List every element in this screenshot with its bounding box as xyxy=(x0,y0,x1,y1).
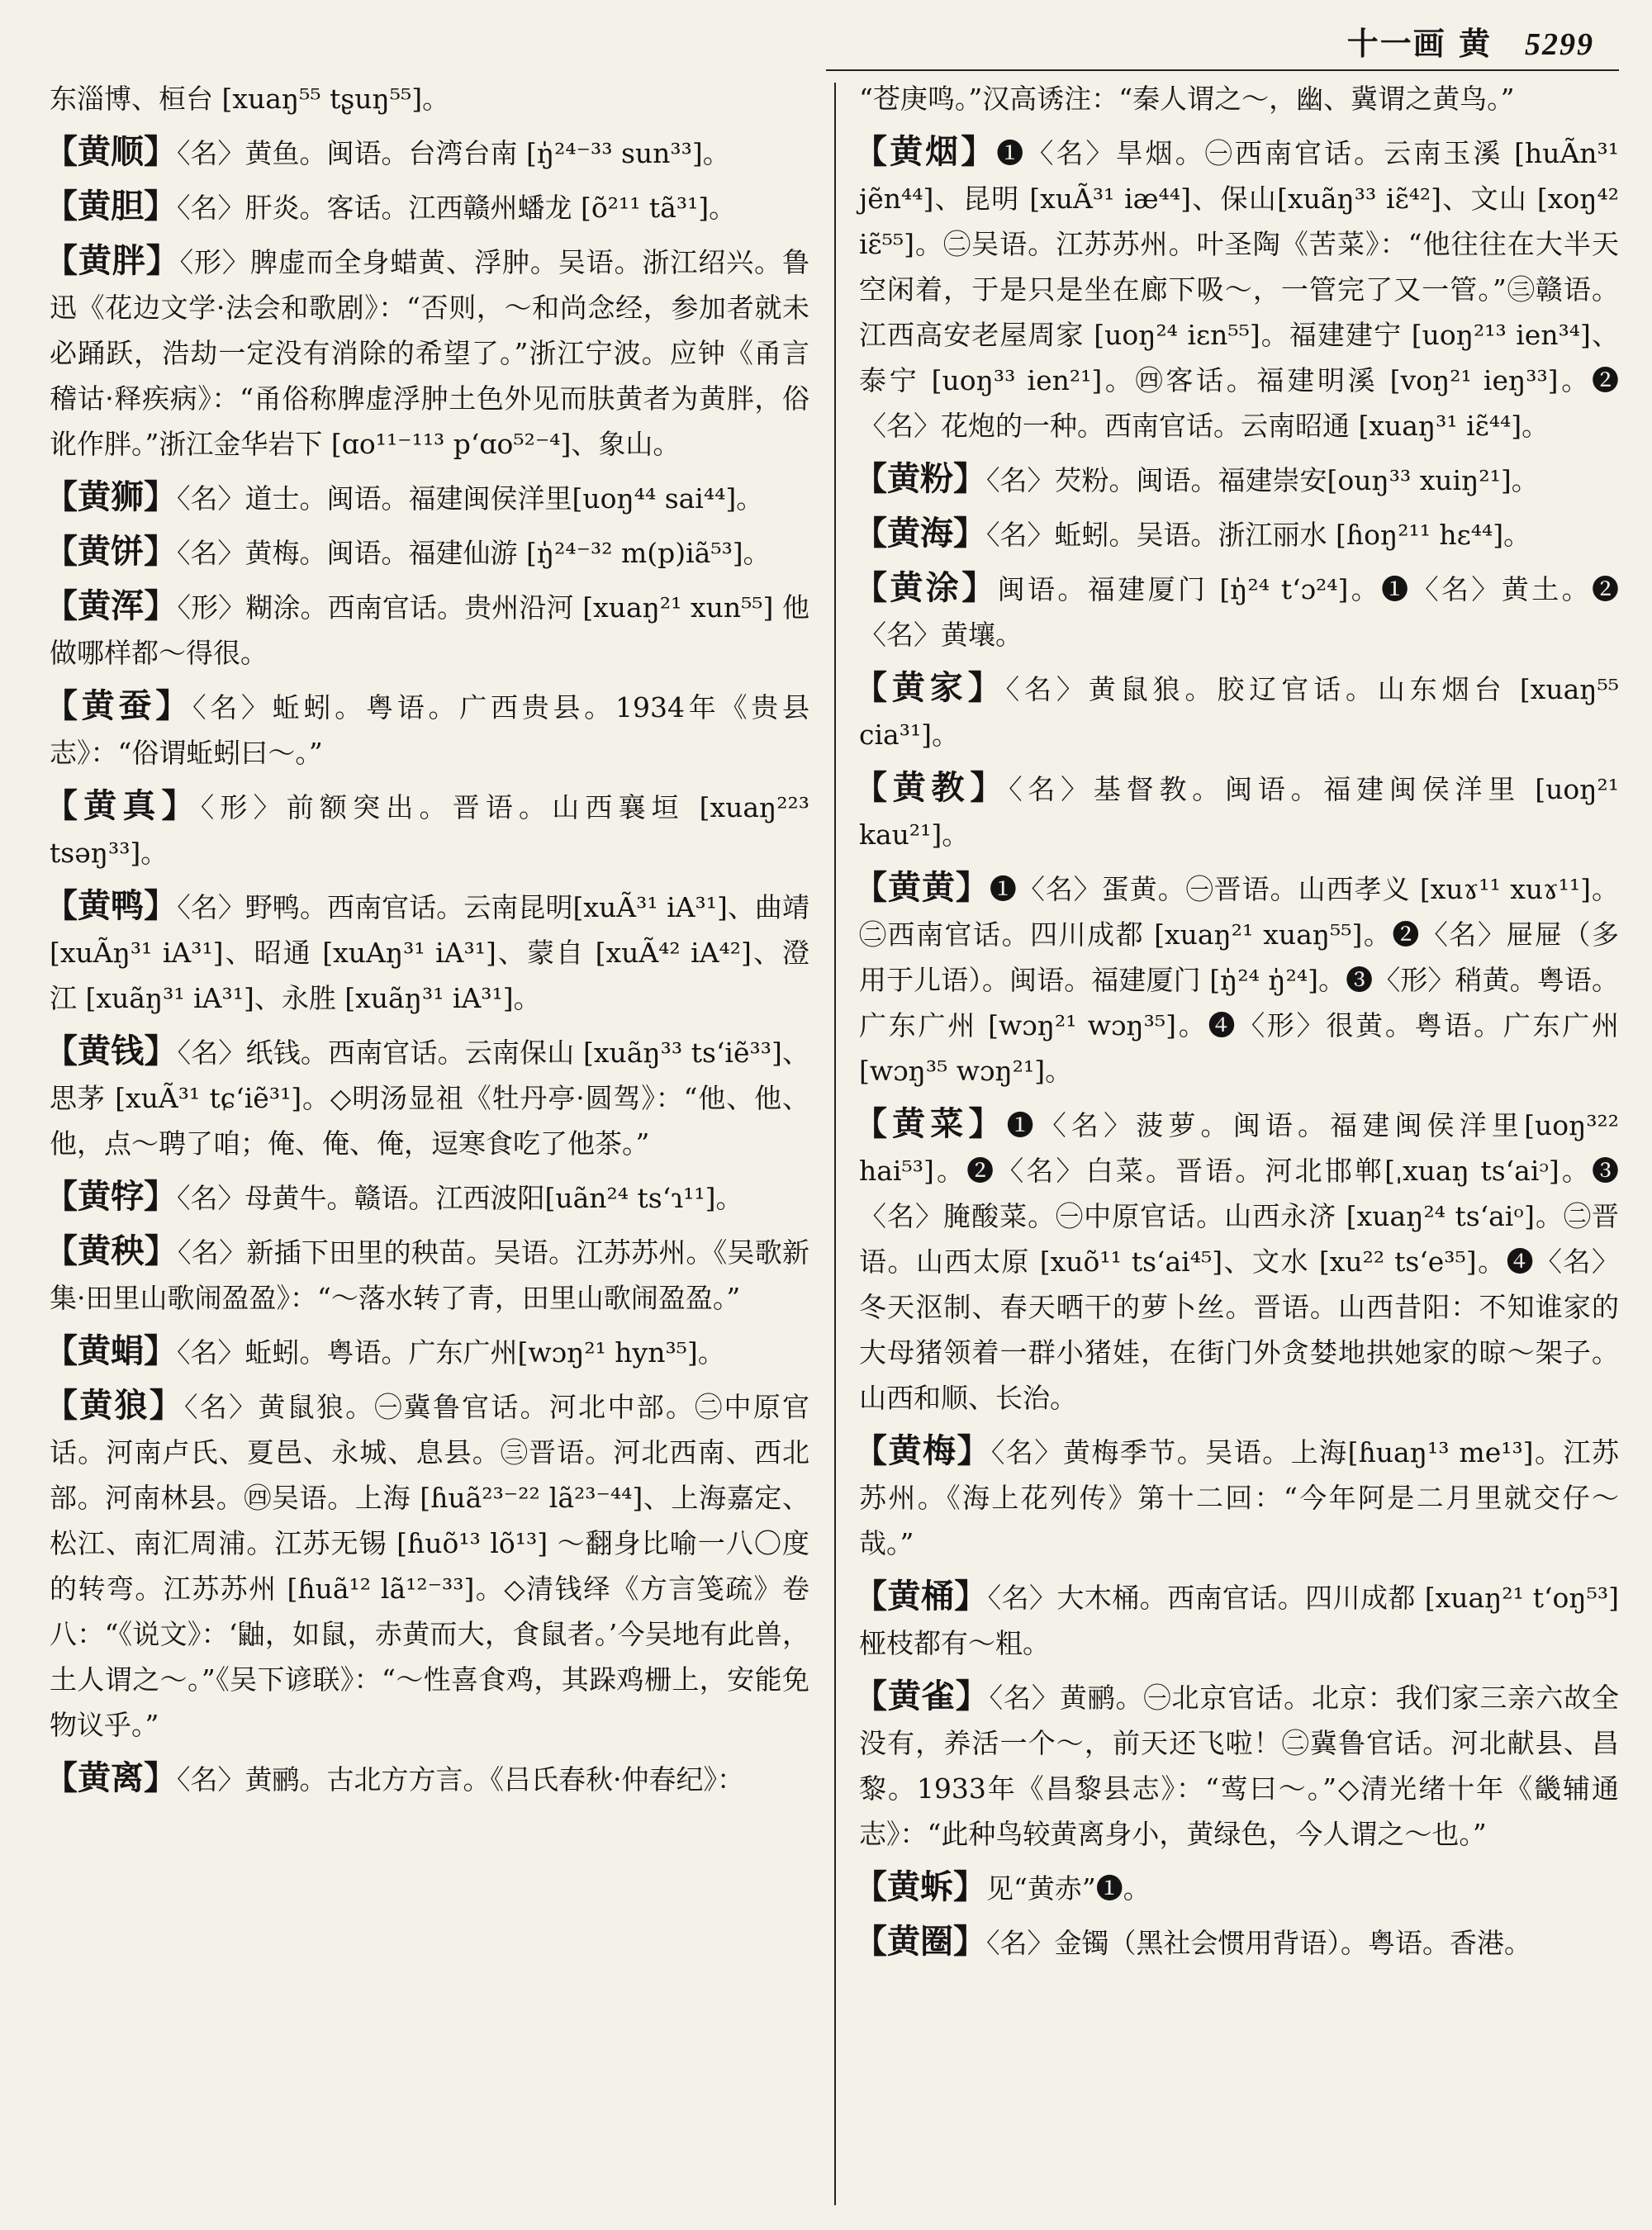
entry-definition: 〈名〉纸钱。西南官话。云南保山 [xuãŋ³³ tsʻiẽ³³]、思茅 [xuÃ³¹ tɕʻiẽ³¹]。◇明汤显祖《牡丹亭·圆驾》：“他、他、他，点～聘了咱；俺、俺、俺，逗寒食吃了他茶。” xyxy=(50,1037,810,1160)
left-column xyxy=(45,76,810,1810)
entry-definition: 〈名〉大木桶。西南官话。四川成都 [xuaŋ²¹ tʻoŋ⁵³] 桠枝都有～粗。 xyxy=(859,1582,1619,1659)
entry-definition: 〈名〉野鸭。西南官话。云南昆明[xuÃ³¹ iA³¹]、曲靖 [xuÃŋ³¹ iA³¹]、昭通 [xuAŋ³¹ iA³¹]、蒙自 [xuÃ⁴² iA⁴²]、澄江 [xuãŋ³¹ iA³¹]、永胜 [xuãŋ³¹ iA³¹]。 xyxy=(50,891,809,1014)
dictionary-entry xyxy=(45,583,810,676)
dictionary-entry xyxy=(859,76,1619,121)
dictionary-entry xyxy=(854,510,1619,558)
column-divider xyxy=(834,83,836,2205)
entry-definition: 〈名〉黄鹂。㊀北京官话。北京：我们家三亲六故全没有，养活一个～，前天还飞啦！㊁冀鲁官话。河北献县、昌黎。1933年《昌黎县志》：“莺曰～。”◇清光绪十年《畿辅通志》：“此种鸟较黄离身小，黄绿色，今人谓之～也。” xyxy=(859,1682,1620,1850)
dictionary-entry xyxy=(854,1573,1619,1666)
entry-definition: 闽语。福建厦门 [ŋ̍²⁴ tʻɔ²⁴]。❶〈名〉黄土。❷〈名〉黄壤。 xyxy=(859,573,1620,651)
entry-definition: 〈名〉蚯蚓。粤语。广东广州[wɔŋ²¹ hyn³⁵]。 xyxy=(177,1336,725,1369)
entry-definition: 〈名〉蚯蚓。粤语。广西贵县。1934年《贵县志》：“俗谓蚯蚓曰～。” xyxy=(50,691,810,769)
entry-headword: 【黄浑】 xyxy=(45,586,178,625)
entry-definition: 〈名〉黄鱼。闽语。台湾台南 [ŋ̍²⁴⁻³³ sun³³]。 xyxy=(177,137,730,169)
dictionary-entry xyxy=(854,1101,1620,1421)
entry-headword: 【黄家】 xyxy=(854,668,1006,707)
entry-headword: 【黄黄】 xyxy=(854,868,990,907)
dictionary-entry xyxy=(45,238,810,467)
dictionary-entry xyxy=(45,474,809,521)
dictionary-entry xyxy=(45,129,809,176)
entry-definition: 〈名〉蚯蚓。吴语。浙江丽水 [ɦoŋ²¹¹ hɛ⁴⁴]。 xyxy=(986,519,1531,551)
dictionary-entry xyxy=(45,183,809,230)
dictionary-entry xyxy=(45,683,810,776)
dictionary-entry xyxy=(854,865,1619,1094)
entry-headword: 【黄顺】 xyxy=(45,132,177,171)
dictionary-entry xyxy=(45,783,810,875)
entry-definition: ❶〈名〉蛋黄。㊀晋语。山西孝义 [xuɤ¹¹ xuɤ¹¹]。㊁西南官话。四川成都 [xuaŋ²¹ xuaŋ⁵⁵]。❷〈名〉屉屉（多用于儿语）。闽语。福建厦门 [ŋ̍²⁴ ŋ̍²⁴]。❸〈形〉稍黄。粤语。广东广州 [wɔŋ²¹ wɔŋ³⁵]。❹〈形〉很黄。粤语。广东广州 [wɔŋ³⁵ wɔŋ²¹]。 xyxy=(859,873,1619,1087)
header-rule xyxy=(826,69,1619,71)
dictionary-entry xyxy=(854,765,1619,857)
dictionary-entry xyxy=(854,456,1619,503)
entry-headword: 【黄秧】 xyxy=(45,1231,178,1270)
entry-definition: 〈名〉芡粉。闽语。福建崇安[ouŋ³³ xuiŋ²¹]。 xyxy=(986,464,1539,496)
entry-headword: 【黄桶】 xyxy=(854,1577,988,1616)
entry-headword: 【黄胖】 xyxy=(45,241,180,280)
entry-headword: 【黄烟】 xyxy=(854,132,997,171)
dictionary-entry xyxy=(50,76,809,121)
entry-headword: 【黄真】 xyxy=(45,786,201,825)
entry-definition: 〈名〉黄鼠狼。胶辽官话。山东烟台 [xuaŋ⁵⁵ cia³¹]。 xyxy=(859,673,1620,751)
entry-definition: 〈名〉黄鼠狼。㊀冀鲁官话。河北中部。㊁中原官话。河南卢氏、夏邑、永城、息县。㊂晋语。河北西南、西北部。河南林县。㊃吴语。上海 [ɦuã²³⁻²² lã²³⁻⁴⁴]、上海嘉定、松江、南汇周浦。江苏无锡 [ɦuõ¹³ lõ¹³] ～翻身比喻一八〇度的转弯。江苏苏州 [ɦuã¹² lã¹²⁻³³]。◇清钱绎《方言笺疏》卷八：“《说文》：‘鼬，如鼠，赤黄而大，食鼠者。’今吴地有此兽，土人谓之～。”《吴下谚联》：“～性喜食鸡，其跺鸡栅上，安能免物议乎。” xyxy=(50,1391,810,1741)
entry-definition: 〈形〉脾虚而全身蜡黄、浮肿。吴语。浙江绍兴。鲁迅《花边文学·法会和歌剧》：“否则，～和尚念经，参加者就未必踊跃，浩劫一定没有消除的希望了。”浙江宁波。应钟《甬言稽诂·释疾病》：“甬俗称脾虚浮肿土色外见而肤黄者为黄胖，俗讹作胖。”浙江金华岩下 [ɑo¹¹⁻¹¹³ pʻɑo⁵²⁻⁴]、象山。 xyxy=(50,246,810,460)
entry-definition: 〈名〉基督教。闽语。福建闽侯洋里 [uoŋ²¹ kau²¹]。 xyxy=(859,773,1619,851)
entry-headword: 【黄圈】 xyxy=(854,1922,986,1961)
entry-headword: 【黄狮】 xyxy=(45,477,177,516)
entry-headword: 【黄胆】 xyxy=(45,187,177,225)
entry-headword: 【黄蚸】 xyxy=(854,1867,986,1906)
dictionary-entry xyxy=(854,565,1620,657)
header-title: 十一画 黄 xyxy=(1346,25,1492,62)
entry-headword: 【黄蚕】 xyxy=(45,686,193,725)
dictionary-entry xyxy=(45,1755,809,1802)
entry-definition: 〈名〉道士。闽语。福建闽侯洋里[uoŋ⁴⁴ sai⁴⁴]。 xyxy=(177,482,764,515)
entry-headword: 【黄菜】 xyxy=(854,1104,1007,1143)
dictionary-entry xyxy=(45,1174,809,1221)
entry-headword: 【黄狼】 xyxy=(45,1386,185,1425)
right-column xyxy=(854,76,1620,1973)
dictionary-entry xyxy=(854,1919,1619,1966)
entry-headword: 【黄海】 xyxy=(854,514,986,553)
entry-definition: 〈形〉前额突出。晋语。山西襄垣 [xuaŋ²²³ tsəŋ³³]。 xyxy=(50,791,810,869)
entry-headword: 【黄钱】 xyxy=(45,1032,178,1070)
entry-headword: 【黄教】 xyxy=(854,768,1009,807)
entry-headword: 【黄鸭】 xyxy=(45,886,178,925)
page-number: 5299 xyxy=(1525,27,1594,62)
entry-definition: “苍庚鸣。”汉高诱注：“秦人谓之～，幽、冀谓之黄鸟。” xyxy=(859,83,1515,115)
dictionary-entry xyxy=(45,1383,810,1748)
entry-definition: 〈名〉母黄牛。赣语。江西波阳[uãn²⁴ tsʻɿ¹¹]。 xyxy=(177,1182,743,1214)
entry-headword: 【黄饼】 xyxy=(45,532,177,571)
entry-definition: 〈名〉新插下田里的秧苗。吴语。江苏苏州。《吴歌新集·田里山歌闹盈盈》：“～落水转了青，田里山歌闹盈盈。” xyxy=(50,1236,810,1314)
entry-definition: 〈名〉黄梅季节。吴语。上海[ɦuaŋ¹³ me¹³]。江苏苏州。《海上花列传》第十二回：“今年阿是二月里就交仔～哉。” xyxy=(859,1436,1619,1559)
entry-definition: 见“黄赤”❶。 xyxy=(986,1872,1151,1905)
entry-headword: 【黄雀】 xyxy=(854,1677,990,1715)
dictionary-entry xyxy=(45,529,809,576)
dictionary-entry xyxy=(854,129,1620,448)
dictionary-entry xyxy=(854,665,1620,757)
entry-headword: 【黄离】 xyxy=(45,1758,177,1797)
entry-headword: 【黄牸】 xyxy=(45,1177,177,1216)
entry-headword: 【黄粉】 xyxy=(854,459,986,498)
entry-definition: 〈名〉黄鹂。古北方方言。《吕氏春秋·仲春纪》： xyxy=(177,1763,744,1796)
dictionary-entry xyxy=(854,1673,1620,1857)
entry-definition: 东淄博、桓台 [xuaŋ⁵⁵ tʂuŋ⁵⁵]。 xyxy=(50,83,450,115)
dictionary-entry xyxy=(45,1328,809,1375)
entry-definition: 〈形〉糊涂。西南官话。贵州沿河 [xuaŋ²¹ xun⁵⁵] 他做哪样都～得很。 xyxy=(50,591,810,669)
page-header xyxy=(1347,18,1594,68)
entry-definition: 〈名〉黄梅。闽语。福建仙游 [ŋ̍²⁴⁻³² m(p)iã⁵³]。 xyxy=(177,537,771,569)
entry-definition: ❶〈名〉菠萝。闽语。福建闽侯洋里[uoŋ³²² hai⁵³]。❷〈名〉白菜。晋语。河北邯郸[ˌxuaŋ tsʻaiᵓ]。❸〈名〉腌酸菜。㊀中原官话。山西永济 [xuaŋ²⁴ tsʻaiᵒ]。㊁晋语。山西太原 [xuõ¹¹ tsʻai⁴⁵]、文水 [xu²² tsʻe³⁵]。❹〈名〉冬天沤制、春天晒干的萝卜丝。晋语。山西昔阳：不知谁家的大母猪领着一群小猪娃，在街门外贪婪地拱她家的晾～架子。山西和顺、长治。 xyxy=(859,1109,1620,1414)
dictionary-entry xyxy=(45,883,809,1021)
entry-headword: 【黄涂】 xyxy=(854,568,998,607)
entry-headword: 【黄梅】 xyxy=(854,1431,991,1470)
dictionary-entry xyxy=(854,1864,1619,1911)
entry-definition: 〈名〉肝炎。客话。江西赣州蟠龙 [õ²¹¹ tã³¹]。 xyxy=(177,192,737,224)
dictionary-entry xyxy=(854,1428,1619,1566)
entry-definition: 〈名〉金镯（黑社会惯用背语）。粤语。香港。 xyxy=(986,1927,1531,1959)
entry-definition: ❶〈名〉旱烟。㊀西南官话。云南玉溪 [huÃn³¹ jẽn⁴⁴]、昆明 [xuÃ³¹ iæ⁴⁴]、保山[xuãŋ³³ iɛ̃⁴²]、文山 [xoŋ⁴² iɛ̃⁵⁵]。㊁吴语。江苏苏州。叶圣陶《苦菜》：“他往往在大半天空闲着，于是只是坐在廊下吸～，一管完了又一管。”㊂赣语。江西高安老屋周家 [uoŋ²⁴ iɛn⁵⁵]。福建建宁 [uoŋ²¹³ ien³⁴]、泰宁 [uoŋ³³ ien²¹]。㊃客话。福建明溪 [voŋ²¹ ieŋ³³]。❷〈名〉花炮的一种。西南官话。云南昭通 [xuaŋ³¹ iɛ̃⁴⁴]。 xyxy=(859,137,1620,442)
dictionary-entry xyxy=(45,1028,810,1166)
dictionary-entry xyxy=(45,1228,810,1321)
entry-headword: 【黄蜎】 xyxy=(45,1331,177,1370)
